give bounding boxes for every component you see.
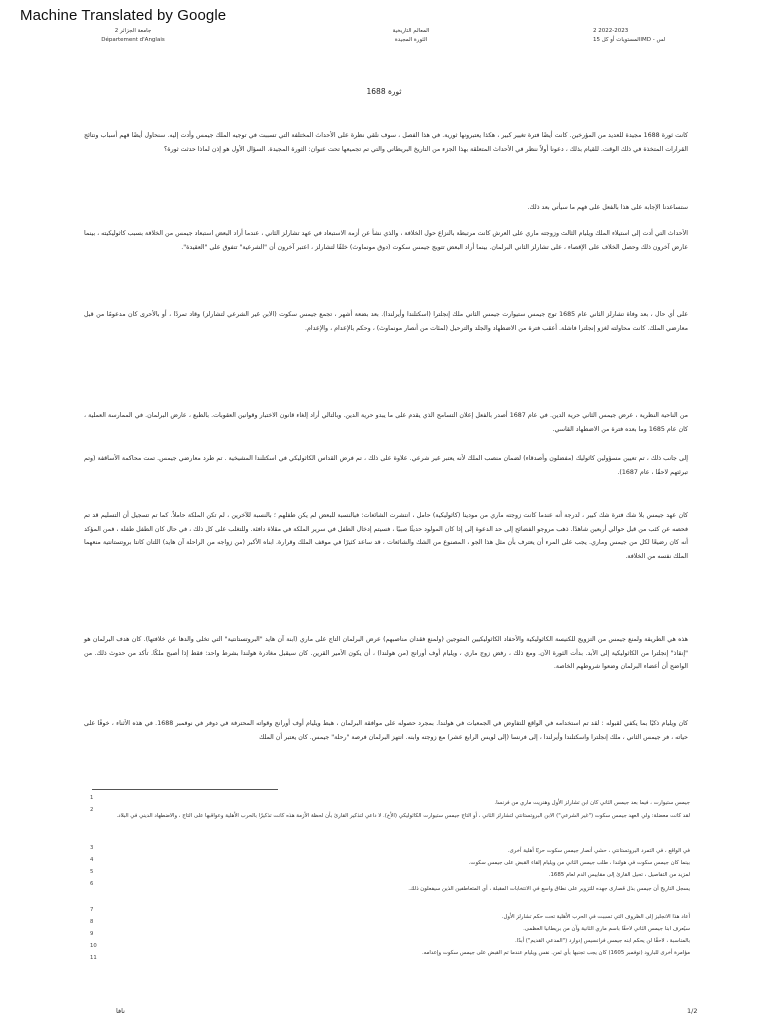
header-academic-year: 2022-2023 2 [593, 28, 629, 34]
footnote-8: سيُعرف ابنا جيمس الثاني لاحقًا باسم ماري الثانية وآن من بريطانيا العظمى. [523, 926, 690, 932]
machine-translated-banner: Machine Translated by Google [20, 7, 227, 24]
paragraph-3: الأحداث التي أدت إلى استيلاء الملك ويليام الثالث وزوجته ماري على العرش كانت مرتبطة بالنزاع حول الخلافة ، والذي نشأ عن أزمة الاستبعاد في عهد تشارلز الثاني ، عندما أراد البعض استبعاد جيمس من الخلافة بسبب كاثوليكيته ، بينما عارض آخرون ذلك وحصل الخلاف على الإقصاء ، على تشارلز الثاني البرلمان. بينما أراد البعض تتويج جيمس سكوت (دوق مونماوث) خلفًا لتشارلز ، اعتبر آخرون أن "الشرعية" تتفوق على "العقيدة". [84, 230, 688, 251]
footnote-number: 7 [90, 907, 94, 913]
footnote-6: يسجل التاريخ أن جيمس بذل قصارى جهده للتزوير على نطاق واسع في الانتخابات المقبلة ، أي المتعاطفين الذين سيفعلون ذلك. [408, 886, 690, 892]
paragraph-9: كان ويليام ذكيًا بما يكفي لقبوله : لقد تم استخدامه في الواقع للتفاوض في الجمعيات في هولندا. بمجرد حصوله على موافقة البرلمان ، هبط ويليام أوف أورانج وقواته المحترفة في دوفر في نوفمبر 1688. في هذه الأثناء ، خوفًا على حياته ، فر جيمس الثاني ، ملك إنجلترا واسكتلندا وأيرلندا ، إلى فرنسا (إلى لويس الرابع عشر) مع زوجته وابنه. انتهز البرلمان فرصة "رحلة" جيمس. كان يعتبر أن الملك [84, 720, 688, 741]
footnote-number: 1 [90, 795, 94, 801]
footnote-1: جيمس ستيوارت ، فيما بعد جيمس الثاني كان ابن تشارلز الأول وهنريت ماري من فرنسا. [494, 800, 690, 806]
header-year [593, 27, 683, 44]
paragraph-7: كان عهد جيمس بلا شك فترة شك كبير ، لدرجة أنه عندما كانت زوجته ماري من مودينا (كاثوليكية) حامل ، انتشرت الشائعات: فبالنسبة للبعض لم يكن طفلهم ؛ بالنسبة للآخرين ، لم تكن الملكة حاملاً. كما تم تسجيل أن التسليم قد تم فحصه عن كثب من قبل حوالي أربعين شاهدًا. ذهب مروجو الفضائح إلى حد الدعوة إلى إذا كان المولود حديثًا صبيًا ، فسيتم إدخال الطفل في سرير الملكة في مقلاة دافئة. وللتغلب على كل ذلك ، في حال كان الطفل طفلة ، فمن المؤكد أنه كان رضيعًا لكل من جيمس وماري. يجب على المرء أن يعترف بأن مثل هذا الجو ، المصنوع من الشك والشائعات ، قد ساعد كثيرًا في موقف الملك وقرارة. ابناه الأكبر (من زواجه من الراحلة آن هايد) اللتان كانتا بروتستانتية منعهما الملك نفسه من الخلافة. [84, 512, 688, 560]
paragraph-2: ستساعدنا الإجابة على هذا بالفعل على فهم ما سيأتي بعد ذلك. [527, 204, 688, 211]
footnote-number: 2 [90, 807, 94, 813]
footnote-separator [92, 789, 278, 790]
footnote-number: 10 [90, 943, 97, 949]
paragraph-5: من الناحية النظرية ، عرض جيمس الثاني حرية الدين. في عام 1687 أصدر بالفعل إعلان التسامح الذي يقدم على ما يبدو حرية الدين. وبالتالي أراد إلغاء قانون الاختبار وقوانين العقوبات. بالطبع ، عارض البرلمان. في الممارسة العملية ، كان عام 1685 وما بعده فترة من الاضطهاد القاسي. [84, 412, 688, 433]
footnote-number: 11 [90, 955, 97, 961]
header-course-name: المعالم التاريخية [392, 28, 430, 34]
footnote-number: 9 [90, 931, 94, 937]
footer-brand: نافا [116, 1007, 125, 1015]
header-level: لس - IMDالمستويات أو كل 15 [593, 36, 666, 43]
paragraph-6: إلى جانب ذلك ، تم تعيين مسؤولين كاثوليك (مفضلون وأصدقاء) لضمان منصب الملك لأنه يعتبر غير شرعي. علاوة على ذلك ، تم فرض القداس الكاثوليكي في اسكتلندا المشيخية . تم طرد معارضي جيمس. تمت محاكمة الأساقفة (وتم تبرئتهم لاحقًا ، عام 1687). [84, 455, 688, 476]
footnote-7: أعاد هذا الانجليز إلى الظروف التي تسببت في الحرب الأهلية تحت حكم تشارلز الأول. [501, 914, 690, 920]
footnote-number: 3 [90, 845, 94, 851]
footnote-3: في الواقع ، في التمرد البروتستانتي ، حشي أنصار جيمس سكوت حربًا أهلية أخرى. [507, 848, 690, 854]
header-university-name: جامعة الجزائر 2 [114, 28, 152, 34]
header-course [376, 27, 446, 44]
paragraph-4: على أي حال ، بعد وفاة تشارلز الثاني عام 1685 توج جيمس ستيوارت جيمس الثاني ملك إنجلترا (اسكتلندا وأيرلندا). بعد بضعة أشهر ، تجمع جيمس سكوت (الابن غير الشرعي لتشارلز) وقاد تمردًا ، أو بالأحرى كان مدعومًا من قبل معارضي الملك. كانت محاولته لغزو إنجلترا فاشلة. أعقب فترة من الاضطهاد والجلد والترحيل (لمئات من أنصار مونماوث) ، وحكم بالإعدام ، والإعدام. [84, 311, 688, 332]
header-university [98, 27, 168, 44]
footnote-number: 4 [90, 857, 94, 863]
footnote-9: بالمناسبة ، لاحقًا لن يحكم ابنه جيمس فرانسيس إدوارد ("المدعي القديم") أبدًا. [515, 938, 690, 944]
paragraph-1: كانت ثورة 1688 مجيدة للعديد من المؤرخين. كانت أيضًا فترة تغيير كبير ، هكذا يعتبرونها ثورية. في هذا الفصل ، سوف نلقي نظرة على الأحداث المختلفة التي تسببت في توجيه الملك جيمس وأدت إليه. سنحاول أيضًا فهم أسباب ونتائج القرارات المتخذة في ذلك الوقت. للقيام بذلك ، دعونا أولاً ننظر في الأحداث المتعلقة بهذا الجزء من التاريخ البريطاني والتي تم تجميعها تحت عنوان: الثورة المجيدة. السؤال الأول هو إذن لماذا حدثت ثورة؟ [84, 132, 689, 153]
header-course-topic: الثورة المجيدة [394, 36, 428, 43]
paragraph-8: هذه هي الطريقة ولمنع جيمس من التزويج للكنيسة الكاثوليكية والأحفاد الكاثوليكيين المتوجين (ولمنع فقدان مناصبهم) عرض البرلمان التاج على ماري (ابنة آن هايد "البروتستانتية" التي تخلى والدها عن خلافتها). كان هدف البرلمان هو "إنقاذ" إنجلترا من الكاثوليكية إلى الأبد. بدأت الثورة الآن. ومع ذلك ، رفض زوج ماري ، ويليام أوف أورانج (من هولندا) ، أن يكون الأمير القرين. كان سيقبل مغادرة هولندا بشرط واحد: فقط إذا أصبح ملكًا. تأكد من حدوث ذلك. من الواضح أن أعضاء البرلمان وضعوا شروطهم الخاصة. [84, 636, 688, 671]
footnote-number: 8 [90, 919, 94, 925]
footnote-5: لمزيد من التفاصيل ، تحيل القارئ إلى مقاييس الدم لعام 1685. [548, 872, 690, 878]
footnote-number: 6 [90, 881, 94, 887]
footnote-2: لقد كانت معضلة: ولي العهد جيمس سكوت ("غير الشرعي") الابن البروتستانتي لتشارلز الثاني ، أو التاج جيمس ستيوارت الكاثوليكي (الأخ). لا داعي لتذكير القارئ بأن لحظة الأزمة هذه كانت تذكيرًا بالحرب الأهلية وعواقبها على التاج ، والاضطهاد الديني في البلاد. [116, 813, 690, 819]
footnote-4: بينما كان جيمس سكوت في هولندا ، طلب جيمس الثاني من ويليام إلقاء القبض على جيمس سكوت. [468, 860, 690, 866]
page-number: 1/2 [687, 1007, 698, 1015]
footnote-number: 5 [90, 869, 94, 875]
document-title: ثورة 1688 [366, 87, 402, 96]
header-department: Département d'Anglais [101, 36, 165, 43]
footnote-10: مؤامرة أخرى للبارود (نوفمبر 1605) كان يجب تجنبها بأي ثمن. نفس ويليام عندما تم القبض على جيمس سكوت وإعدامه. [421, 950, 690, 956]
